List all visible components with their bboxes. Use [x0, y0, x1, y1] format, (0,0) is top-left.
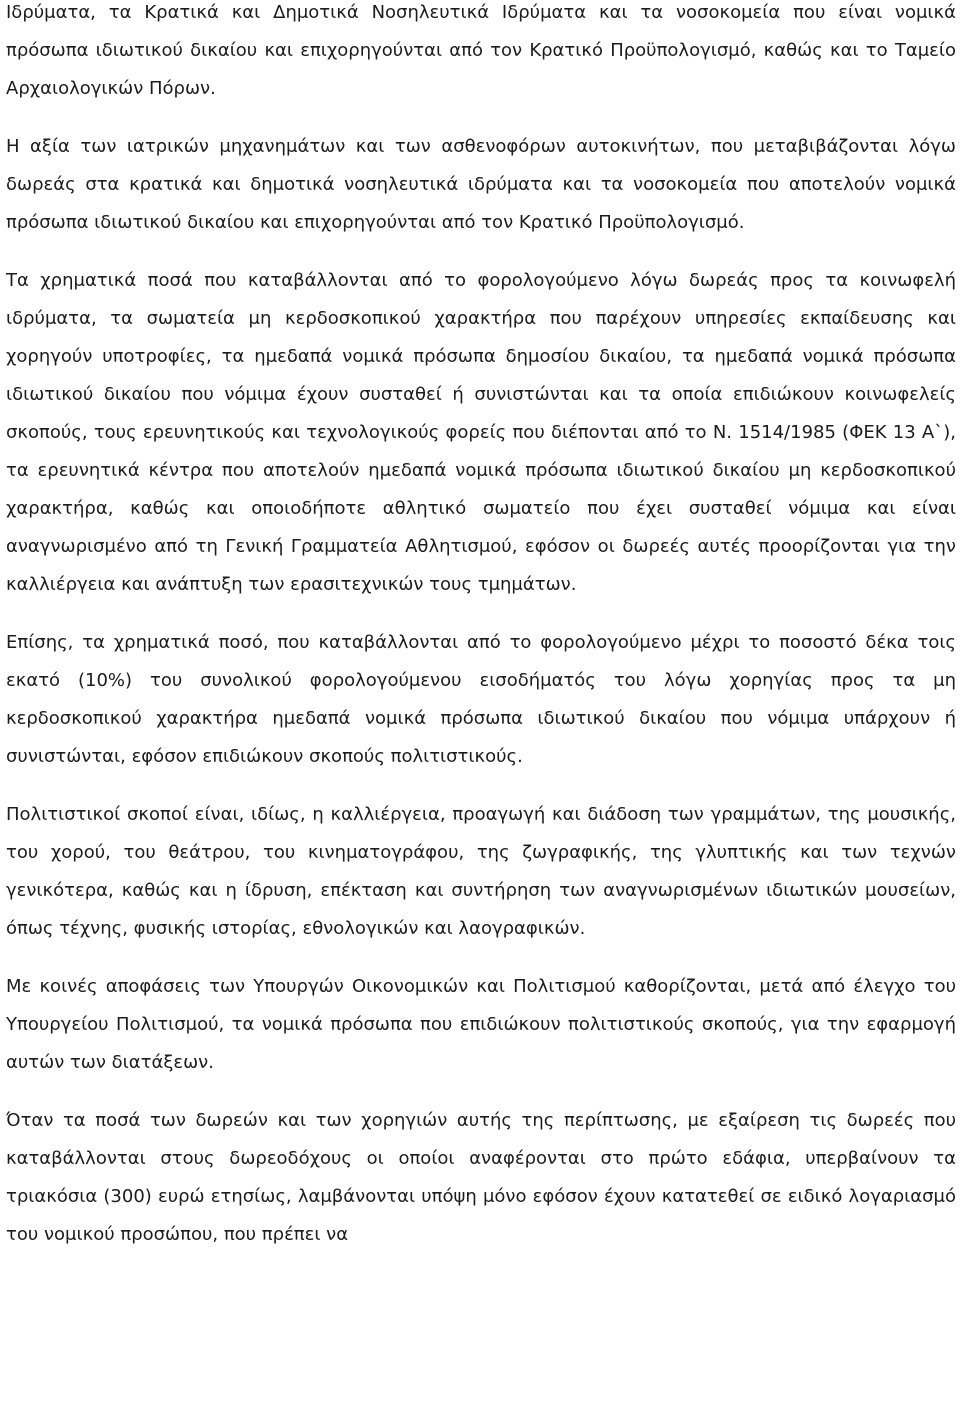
- paragraph-sponsorship: Επίσης, τα χρηματικά ποσό, που καταβάλλονται από το φορολογούμενο μέχρι το ποσοστό δέκα τοις εκατό (10%) του συνολικού φορολογούμενου εισοδήματός του λόγω χορηγίας προς τα μη κερδοσκοπικού χαρακτήρα ημεδαπά νομικά πρόσωπα ιδιωτικού δικαίου που νόμιμα υπάρχουν ή συνιστώνται, εφόσον επιδιώκουν σκοπούς πολιτιστικούς.: [6, 632, 956, 767]
- paragraph-threshold: Όταν τα ποσά των δωρεών και των χορηγιών αυτής της περίπτωσης, με εξαίρεση τις δωρεές που καταβάλλονται στους δωρεοδόχους οι οποίοι αναφέρονται στο πρώτο εδάφια, υπερβαίνουν τα τριακόσια (300) ευρώ ετησίως, λαμβάνονται υπόψη μόνο εφόσον έχουν κατατεθεί σε ειδικό λογαριασμό του νομικού προσώπου, που πρέπει να: [6, 1110, 956, 1245]
- paragraph-medical-equipment: Η αξία των ιατρικών μηχανημάτων και των ασθενοφόρων αυτοκινήτων, που μεταβιβάζονται λόγω δωρεάς στα κρατικά και δημοτικά νοσηλευτικά ιδρύματα και τα νοσοκομεία που αποτελούν νομικά πρόσωπα ιδιωτικού δικαίου και επιχορηγούνται από τον Κρατικό Προϋπολογισμό.: [6, 136, 956, 233]
- paragraph-institutions: Ιδρύματα, τα Κρατικά και Δημοτικά Νοσηλευτικά Ιδρύματα και τα νοσοκομεία που είναι νομικά πρόσωπα ιδιωτικού δικαίου και επιχορηγούνται από τον Κρατικό Προϋπολογισμό, καθώς και το Ταμείο Αρχαιολογικών Πόρων.: [6, 2, 956, 99]
- paragraph-joint-decisions: Με κοινές αποφάσεις των Υπουργών Οικονομικών και Πολιτισμού καθορίζονται, μετά από έλεγχο του Υπουργείου Πολιτισμού, τα νομικά πρόσωπα που επιδιώκουν πολιτιστικούς σκοπούς, για την εφαρμογή αυτών των διατάξεων.: [6, 976, 956, 1073]
- paragraph-donations: Τα χρηματικά ποσά που καταβάλλονται από το φορολογούμενο λόγω δωρεάς προς τα κοινωφελή ιδρύματα, τα σωματεία μη κερδοσκοπικού χαρακτήρα που παρέχουν υπηρεσίες εκπαίδευσης και χορηγούν υποτροφίες, τα ημεδαπά νομικά πρόσωπα δημοσίου δικαίου, τα ημεδαπά νομικά πρόσωπα ιδιωτικού δικαίου που νόμιμα έχουν συσταθεί ή συνιστώνται και τα οποία επιδιώκουν κοινωφελείς σκοπούς, τους ερευνητικούς και τεχνολογικούς φορείς που διέπονται από το Ν. 1514/1985 (ΦΕΚ 13 Α`), τα ερευνητικά κέντρα που αποτελούν ημεδαπά νομικά πρόσωπα ιδιωτικού δικαίου μη κερδοσκοπικού χαρακτήρα, καθώς και οποιοδήποτε αθλητικό σωματείο που έχει συσταθεί νόμιμα και είναι αναγνωρισμένο από τη Γενική Γραμματεία Αθλητισμού, εφόσον οι δωρεές αυτές προορίζονται για την καλλιέργεια και ανάπτυξη των ερασιτεχνικών τους τμημάτων.: [6, 270, 956, 595]
- paragraph-cultural-purposes: Πολιτιστικοί σκοποί είναι, ιδίως, η καλλιέργεια, προαγωγή και διάδοση των γραμμάτων, της μουσικής, του χορού, του θεάτρου, του κινηματογράφου, της ζωγραφικής, της γλυπτικής και των τεχνών γενικότερα, καθώς και η ίδρυση, επέκταση και συντήρηση των αναγνωρισμένων ιδιωτικών μουσείων, όπως τέχνης, φυσικής ιστορίας, εθνολογικών και λαογραφικών.: [6, 804, 956, 939]
